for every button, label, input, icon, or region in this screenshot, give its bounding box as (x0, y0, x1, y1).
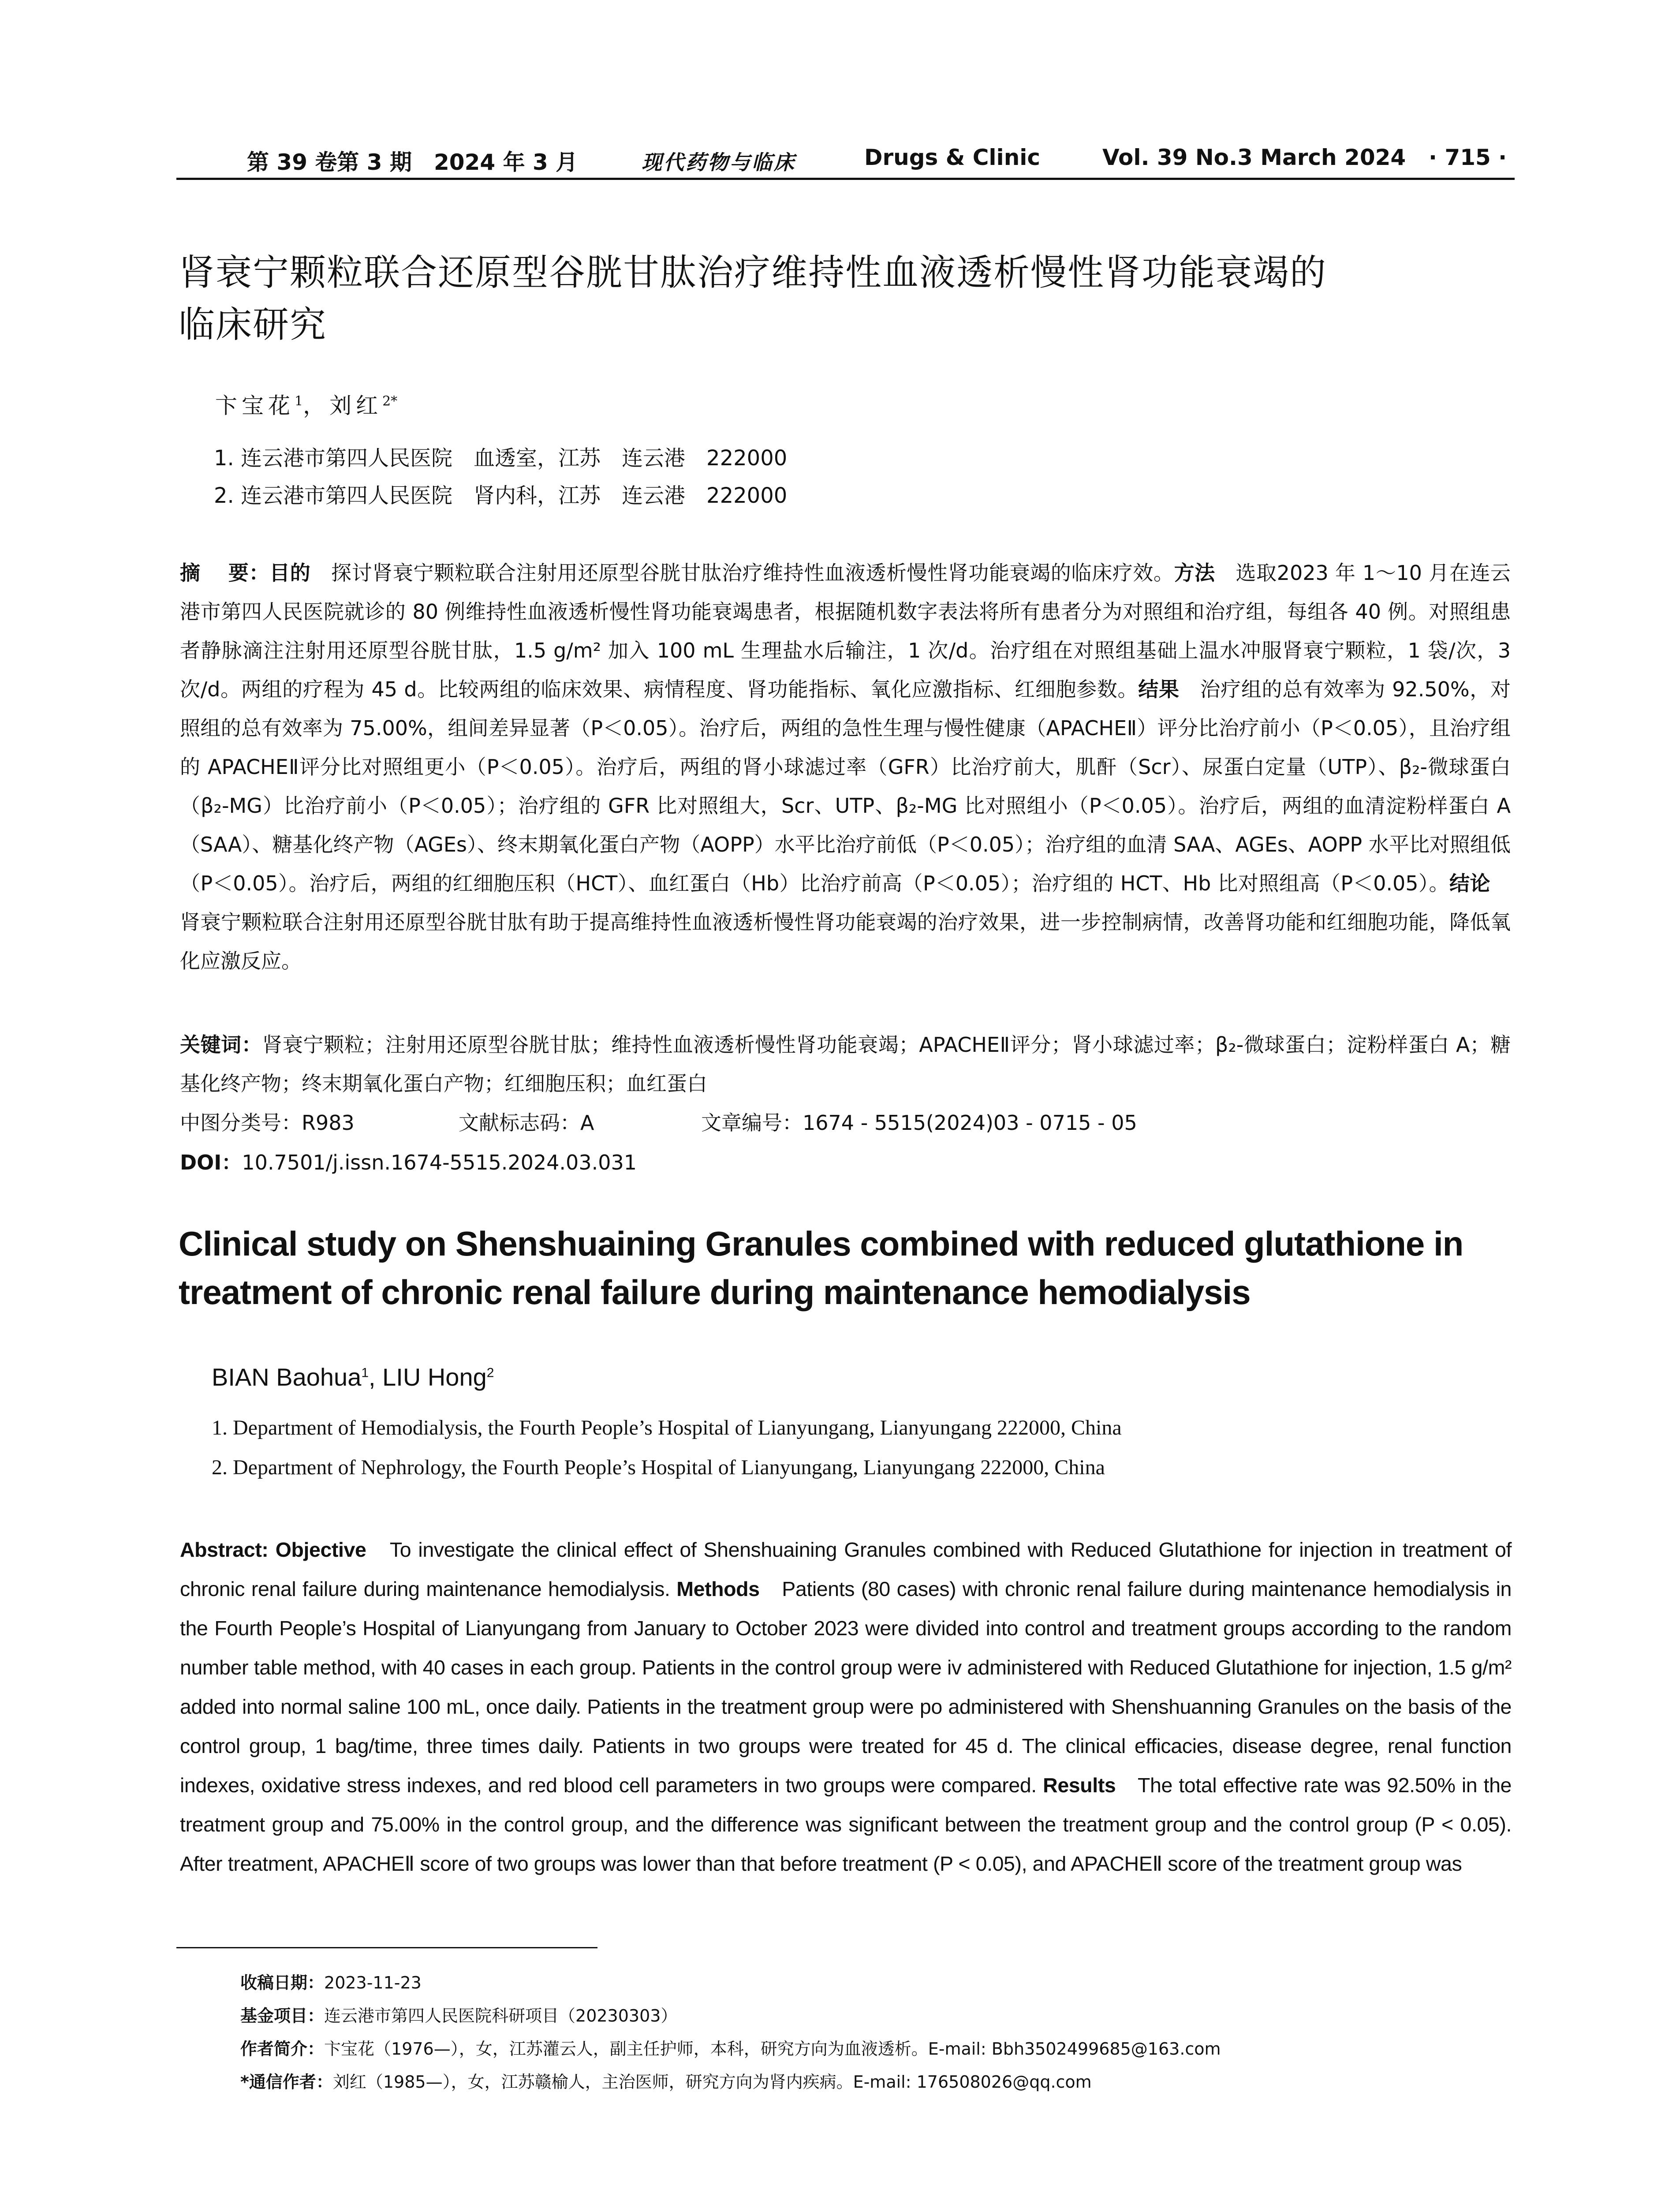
cn-doi (180, 1147, 637, 1176)
cn-methods-label: 方法 (1174, 561, 1215, 585)
footnote-received-date: 2023-11-23 (324, 1973, 422, 1992)
footnote-received-label: 收稿日期： (240, 1973, 325, 1992)
header-issue-cn: 第 39 卷第 3 期 2024 年 3 月 (247, 149, 578, 175)
en-authors (212, 1363, 494, 1391)
footnote-fund (240, 2002, 677, 2026)
en-author1: BIAN Baohua (212, 1363, 362, 1391)
en-results-label: Results (1043, 1774, 1116, 1797)
en-objective-label: Objective (275, 1538, 366, 1561)
cn-keywords-text: 肾衰宁颗粒；注射用还原型谷胱甘肽；维持性血液透析慢性肾功能衰竭；APACHEⅡ评分；肾小球滤过率；β₂-微球蛋白；淀粉样蛋白 A；糖基化终产物；终末期氧化蛋白产物；红细胞压积；血红蛋白 (180, 1033, 1511, 1095)
en-affiliation-1: 1. Department of Hemodialysis, the Fourth People’s Hospital of Lianyungang, Lianyungang 222000, China (212, 1416, 1122, 1439)
cn-results-text: 治疗组的总有效率为 92.50%，对照组的总有效率为 75.00%，组间差异显著（P＜0.05）。治疗后，两组的急性生理与慢性健康（APACHEⅡ）评分比治疗前小（P＜0.05），且治疗组的 APACHEⅡ评分比对照组更小（P＜0.05）。治疗后，两组的肾小球滤过率（GFR）比治疗前大，肌酐（Scr）、尿蛋白定量（UTP）、β₂-微球蛋白（β₂-MG）比治疗前小（P＜0.05）；治疗组的 GFR 比对照组大，Scr、UTP、β₂-MG 比对照组小（P＜0.05）。治疗后，两组的血清淀粉样蛋白 A（SAA）、糖基化终产物（AGEs）、终末期氧化蛋白产物（AOPP）水平比治疗前低（P＜0.05）；治疗组的血清 SAA、AGEs、AOPP 水平比对照组低（P＜0.05）。治疗后，两组的红细胞压积（HCT）、血红蛋白（Hb）比治疗前高（P＜0.05）；治疗组的 HCT、Hb 比对照组高（P＜0.05）。 (180, 677, 1511, 895)
header-journal-cn: 现代药物与临床 (642, 150, 796, 174)
cn-title (179, 247, 1523, 351)
footnote-rule (176, 1947, 597, 1948)
en-author2-sup: 2 (486, 1365, 494, 1380)
cn-clc-number: 中图分类号：R983 (180, 1111, 355, 1135)
cn-author2: 刘红 (329, 393, 383, 419)
footnote-received (240, 1969, 422, 1993)
en-title-line2: treatment of chronic renal failure during maintenance hemodialysis (179, 1273, 1251, 1312)
footnote-author-text: 卞宝花（1976—），女，江苏灌云人，副主任护师，本科，研究方向为血液透析。E-mail: Bbh3502499685@163.com (324, 2039, 1221, 2059)
footnote-fund-text: 连云港市第四人民医院科研项目（20230303） (324, 2006, 678, 2026)
cn-keywords-label: 关键词： (180, 1033, 262, 1057)
cn-title-line2: 临床研究 (179, 304, 327, 346)
footnote-corresponding-author (240, 2068, 1092, 2093)
en-title (179, 1219, 1528, 1316)
cn-document-code: 文献标志码：A (459, 1111, 594, 1135)
en-abstract (180, 1530, 1512, 1884)
cn-abstract (180, 553, 1511, 980)
header-issue-en: Vol. 39 No.3 March 2024 (1102, 145, 1406, 170)
footnote-corr-label: *通信作者： (240, 2072, 333, 2092)
cn-doi-value: 10.7501/j.issn.1674-5515.2024.03.031 (242, 1151, 637, 1174)
en-author1-sup: 1 (361, 1365, 369, 1380)
en-methods-label: Methods (676, 1577, 760, 1600)
header-page-number: · 715 · (1429, 145, 1507, 170)
cn-affiliation-2: 2. 连云港市第四人民医院 肾内科，江苏 连云港 222000 (214, 483, 788, 508)
en-objective-text: To investigate the clinical effect of Shenshuaining Granules combined with Reduced Glutathione for injection in treatment of chronic renal failure during maintenance hemodialysis. (180, 1538, 1512, 1600)
footnote-corr-text: 刘红（1985—），女，江苏赣榆人，主治医师，研究方向为肾内疾病。E-mail: 176508026@qq.com (332, 2072, 1092, 2092)
cn-authors (215, 388, 397, 420)
cn-doi-label: DOI： (180, 1151, 242, 1174)
cn-author1: 卞宝花 (215, 393, 295, 419)
cn-affiliation-1: 1. 连云港市第四人民医院 血透室，江苏 连云港 222000 (214, 446, 788, 471)
en-methods-text: Patients (80 cases) with chronic renal failure during maintenance hemodialysis in the Fourth People’s Hospital of Lianyungang from January to October 2023 were divided into control and treatment groups according to the random number table method, with 40 cases in each group. Patients in the control group were iv administered with Reduced Glutathione for injection, 1.5 g/m² added into normal saline 100 mL, once daily. Patients in the treatment group were po administered with Shenshuanning Granules on the basis of the control group, 1 bag/time, three times daily. Patients in two groups were treated for 45 d. The clinical efficacies, disease degree, renal function indexes, oxidative stress indexes, and red blood cell parameters in two groups were compared. (180, 1577, 1512, 1797)
cn-conclusion-label: 结论 (1449, 871, 1491, 895)
cn-author-sep: ， (303, 393, 330, 419)
en-author2: LIU Hong (382, 1363, 487, 1391)
cn-author1-sup: 1 (295, 393, 303, 409)
cn-objective-label: 目的 (269, 561, 311, 585)
en-results-text: The total effective rate was 92.50% in the treatment group and 75.00% in the control group, and the difference was significant between the treatment group and the control group (P < 0.05). After treatment, APACHEⅡ score of two groups was lower than that before treatment (P < 0.05), and APACHEⅡ score of the treatment group was (180, 1774, 1512, 1875)
footnote-author-label: 作者简介： (240, 2039, 325, 2059)
cn-article-number: 文章编号：1674 - 5515(2024)03 - 0715 - 05 (701, 1111, 1137, 1135)
footnote-fund-label: 基金项目： (240, 2006, 325, 2026)
cn-results-label: 结果 (1138, 677, 1180, 701)
cn-abstract-label: 摘 要： (180, 561, 270, 585)
en-title-line1: Clinical study on Shenshuaining Granules combined with reduced glutathione in (179, 1224, 1463, 1263)
cn-methods-text: 选取2023 年 1～10 月在连云港市第四人民医院就诊的 80 例维持性血液透析慢性肾功能衰竭患者，根据随机数字表法将所有患者分为对照组和治疗组，每组各 40 例。对照组患者静脉滴注注射用还原型谷胱甘肽，1.5 g/m² 加入 100 mL 生理盐水后输注，1 次/d。治疗组在对照组基础上温水冲服肾衰宁颗粒，1 袋/次，3 次/d。两组的疗程为 45 d。比较两组的临床效果、病情程度、肾功能指标、氧化应激指标、红细胞参数。 (180, 561, 1511, 701)
en-author-sep: , (369, 1363, 383, 1391)
cn-objective-text: 探讨肾衰宁颗粒联合注射用还原型谷胱甘肽治疗维持性血液透析慢性肾功能衰竭的临床疗效。 (310, 561, 1174, 585)
header-journal-en: Drugs & Clinic (864, 145, 1041, 170)
en-abstract-label: Abstract: (180, 1538, 269, 1561)
cn-author2-sup: 2* (382, 393, 398, 409)
cn-conclusion-text: 肾衰宁颗粒联合注射用还原型谷胱甘肽有助于提高维持性血液透析慢性肾功能衰竭的治疗效果，进一步控制病情，改善肾功能和红细胞功能，降低氧化应激反应。 (180, 871, 1511, 973)
en-affiliation-2: 2. Department of Nephrology, the Fourth People’s Hospital of Lianyungang, Lianyungang 222000, China (212, 1456, 1105, 1479)
cn-title-line1: 肾衰宁颗粒联合还原型谷胱甘肽治疗维持性血液透析慢性肾功能衰竭的 (179, 252, 1327, 294)
cn-keywords (180, 1025, 1511, 1103)
footnote-author-bio (240, 2035, 1221, 2059)
header-rule (176, 178, 1515, 180)
